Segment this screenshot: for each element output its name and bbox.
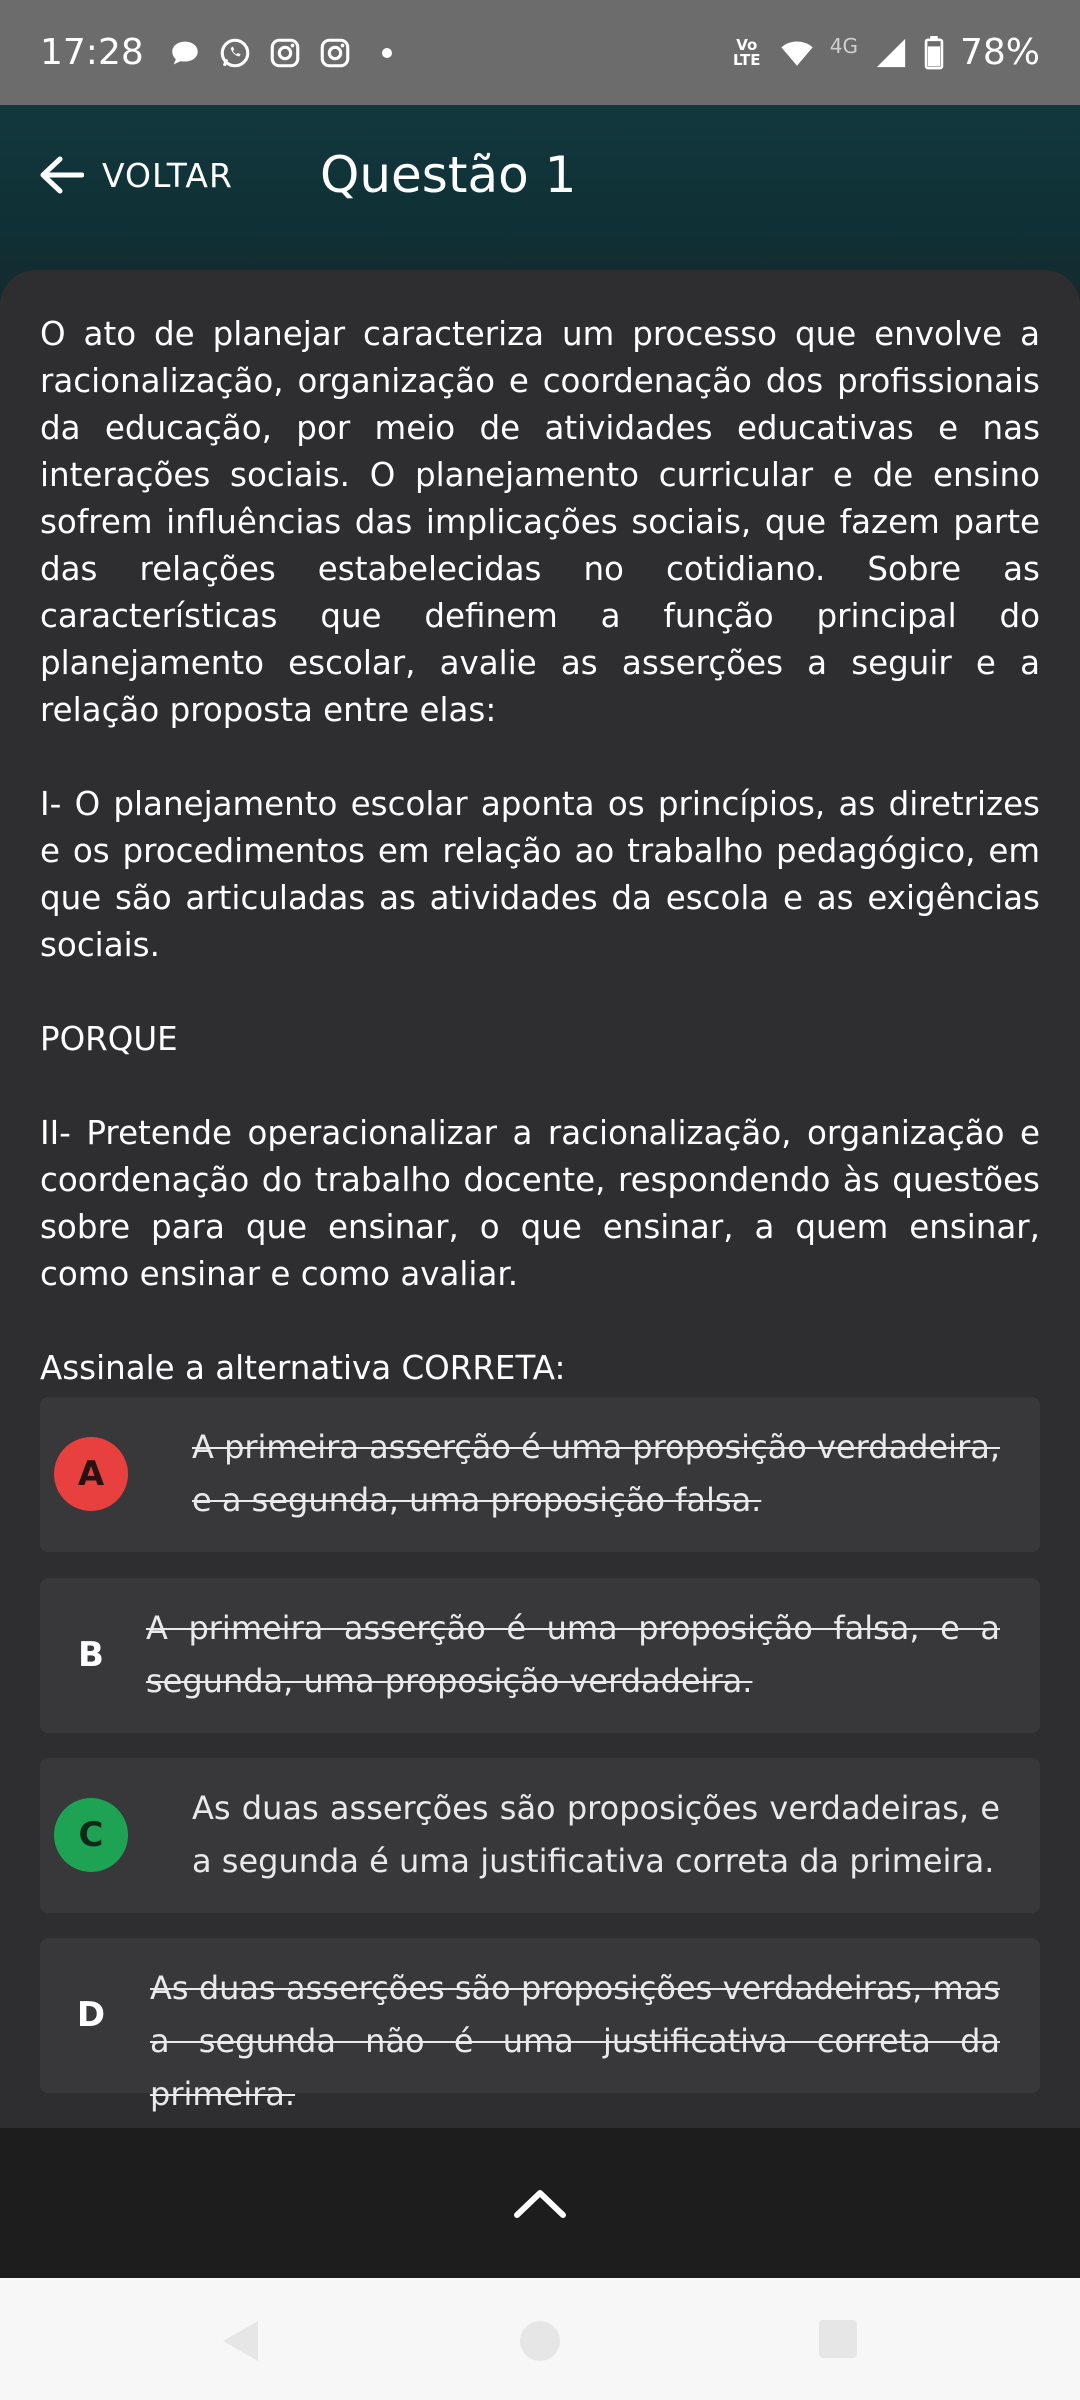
option-b-badge: B <box>78 1635 104 1675</box>
question-instruction: Assinale a alternativa CORRETA: <box>40 1349 566 1387</box>
status-right <box>730 32 1040 73</box>
back-button[interactable] <box>38 140 233 210</box>
signal-icon <box>874 36 908 70</box>
nav-home-icon[interactable] <box>518 2319 562 2363</box>
volte-indicator: Vo LTE <box>732 35 761 69</box>
option-a[interactable] <box>40 1397 1040 1552</box>
whatsapp-icon <box>218 36 252 70</box>
chat-bubble-icon <box>168 36 202 70</box>
expand-panel-button[interactable] <box>0 2128 1080 2278</box>
option-b[interactable] <box>40 1578 1040 1733</box>
back-label: VOLTAR <box>102 155 233 195</box>
nav-recents-icon[interactable] <box>818 2319 858 2359</box>
nav-back-icon[interactable] <box>220 2319 260 2363</box>
assertion-two: II- Pretende operacionalizar a racionalização, organização e coordenação do trabalho docente, respondendo às questões sobre para que ensinar, o que ensinar, a quem ensinar, como ensinar e como avaliar. <box>40 1114 1040 1293</box>
option-a-text: A primeira asserção é uma proposição verdadeira, e a segunda, uma proposição falsa. <box>192 1428 1000 1519</box>
arrow-left-icon <box>38 155 84 195</box>
option-c[interactable] <box>40 1758 1040 1913</box>
question-statement: O ato de planejar caracteriza um processo que envolve a racionalização, organização e coordenação dos profissionais da educação, por meio de atividades educativas e nas interações sociais. O planejamento curricular e de ensino sofrem influências das implicações sociais, que fazem parte das relações estabelecidas no cotidiano. Sobre as características que definem a função principal do planejamento escolar, avalie as asserções a seguir e a relação proposta entre elas: <box>40 315 1040 729</box>
network-type: 4G <box>829 33 858 58</box>
page-title: Questão 1 <box>320 146 577 204</box>
assertion-one: I- O planejamento escolar aponta os princípios, as diretrizes e os procedimentos em relação ao trabalho pedagógico, em que são articuladas as atividades da escola e as exigências sociais. <box>40 785 1040 964</box>
question-text <box>40 311 1040 1392</box>
battery-percent: 78% <box>959 32 1040 73</box>
status-left <box>40 32 392 73</box>
option-b-text: A primeira asserção é uma proposição falsa, e a segunda, uma proposição verdadeira. <box>146 1609 1000 1700</box>
wifi-icon <box>780 36 814 70</box>
instagram-icon <box>268 36 302 70</box>
option-c-badge: C <box>54 1798 128 1872</box>
option-d-text: As duas asserções são proposições verdadeiras, mas a segunda não é uma justificativa correta da primeira. <box>150 1969 1000 2113</box>
option-d[interactable] <box>40 1938 1040 2113</box>
status-time: 17:28 <box>40 32 144 73</box>
instagram-icon-2 <box>318 36 352 70</box>
chevron-up-icon <box>513 2187 567 2219</box>
option-a-badge: A <box>54 1437 128 1511</box>
option-d-badge: D <box>76 1995 106 2035</box>
battery-icon <box>924 36 944 70</box>
option-c-text: As duas asserções são proposições verdadeiras, e a segunda é uma justificativa correta da primeira. <box>192 1789 1000 1880</box>
system-nav-bar <box>0 2278 1080 2400</box>
status-bar <box>0 0 1080 105</box>
connector-porque: PORQUE <box>40 1020 178 1058</box>
notification-dot <box>382 48 392 58</box>
